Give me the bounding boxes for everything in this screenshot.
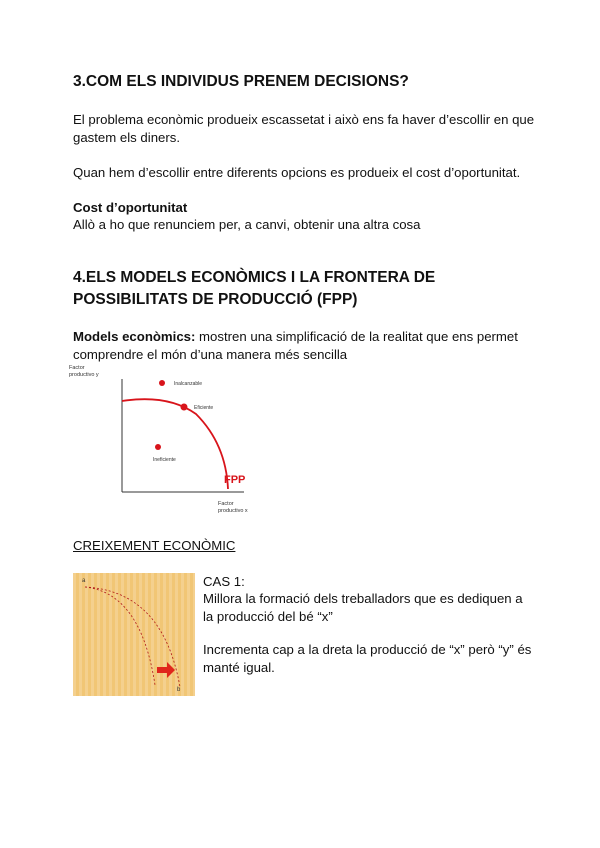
section4-heading-line1: 4.ELS MODELS ECONÒMICS I LA FRONTERA DE <box>73 269 436 286</box>
growth-heading: CREIXEMENT ECONÒMIC <box>73 538 236 553</box>
case1-text-cause: Millora la formació dels treballadors que es dediquen a la producció del bé “x” <box>203 591 523 624</box>
section3-heading: 3.COM ELS INDIVIDUS PRENEM DECISIONS? <box>73 73 409 90</box>
opportunity-cost-term: Cost d’oportunitat <box>73 200 188 215</box>
models-text: mostren una simplificació de la realitat que ens permet comprendre el món d’una manera més sencilla <box>73 329 518 362</box>
case1-text-effect: Incrementa cap a la dreta la producció de “x” però “y” és manté igual. <box>203 642 532 675</box>
point-inefficient-label: Ineficiente <box>153 457 176 463</box>
opportunity-cost-definition: Allò a ho que renunciem per, a canvi, obtenir una altra cosa <box>73 217 421 232</box>
fpp-curve-label: FPP <box>224 474 246 486</box>
svg-text:b: b <box>177 687 181 693</box>
growth-illustration <box>73 573 195 696</box>
point-unreachable-dot <box>159 380 165 386</box>
svg-text:a: a <box>82 578 86 584</box>
point-unreachable-label: Inalcanzable <box>174 381 203 387</box>
y-axis-label-line1: Factor <box>69 365 85 371</box>
x-axis-label-line2: productivo x <box>218 508 248 514</box>
point-efficient-dot <box>181 404 188 411</box>
case1-title: CAS 1: <box>203 574 245 589</box>
point-efficient-label: Eficiente <box>194 405 214 411</box>
fpp-chart <box>68 364 288 519</box>
models-paragraph <box>73 328 543 364</box>
section4-heading-line2: POSSIBILITATS DE PRODUCCIÓ (FPP) <box>73 291 358 308</box>
growth-illustration-texture <box>73 573 195 696</box>
section3-paragraph-scarcity: El problema econòmic produeix escassetat i això ens fa haver d’escollir en que gastem els diners. <box>73 112 535 145</box>
fpp-curve <box>122 399 228 489</box>
y-axis-label-line2: productivo y <box>69 372 99 378</box>
models-term: Models econòmics: <box>73 329 196 344</box>
section3-paragraph-opportunity: Quan hem d’escollir entre diferents opcions es produeix el cost d’oportunitat. <box>73 165 521 180</box>
x-axis-label-line1: Factor <box>218 501 234 507</box>
point-inefficient-dot <box>155 444 161 450</box>
